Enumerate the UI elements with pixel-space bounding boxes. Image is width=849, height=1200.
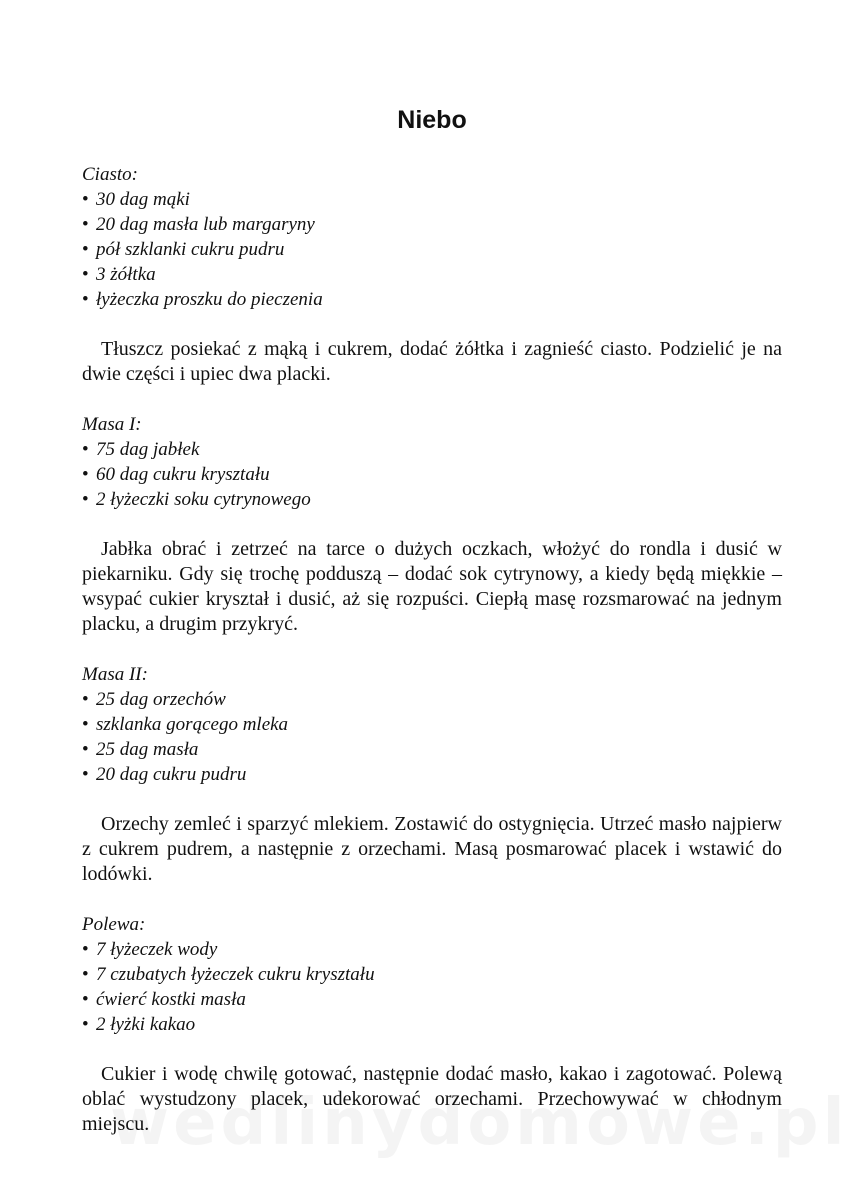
ingredient-item: • 25 dag masła: [82, 737, 782, 762]
ingredient-item: • 3 żółtka: [82, 262, 782, 287]
section-label-polewa: Polewa:: [82, 914, 146, 935]
ingredient-item: • 20 dag cukru pudru: [82, 762, 782, 787]
ingredient-item: • 2 łyżeczki soku cytrynowego: [82, 487, 782, 512]
recipe-title: Niebo: [397, 106, 467, 134]
section-masa-1: [82, 412, 782, 637]
recipe-page: [82, 100, 782, 1162]
ingredient-list-masa-2: [82, 687, 782, 787]
instructions-ciasto: Tłuszcz posiekać z mąką i cukrem, dodać żółtka i zagnieść ciasto. Podzielić je na dwie części i upiec dwa placki.: [82, 338, 782, 385]
ingredient-list-masa-1: [82, 437, 782, 512]
section-masa-2: [82, 662, 782, 887]
section-label-masa-2: Masa II:: [82, 664, 148, 685]
instructions-masa-1: Jabłka obrać i zetrzeć na tarce o dużych oczkach, włożyć do rondla i dusić w piekarniku. Gdy się trochę podduszą – dodać sok cytrynowy, a kiedy będą miękkie – wsypać cukier kryształ i dusić, aż się rozpuści. Ciepłą masę rozsmarować na jednym placku, a drugim przykryć.: [82, 538, 782, 635]
watermark: [110, 1086, 750, 1160]
instructions-polewa: Cukier i wodę chwilę gotować, następnie dodać masło, kakao i zagotować. Polewą oblać wystudzony placek, udekorować orzechami. Przechowywać w chłodnym miejscu.: [82, 1063, 782, 1135]
ingredient-item: • łyżeczka proszku do pieczenia: [82, 287, 782, 312]
ingredient-item: • 2 łyżki kakao: [82, 1012, 782, 1037]
instructions-masa-2: Orzechy zemleć i sparzyć mlekiem. Zostawić do ostygnięcia. Utrzeć masło najpierw z cukrem pudrem, a następnie z orzechami. Masą posmarować placek i wstawić do lodówki.: [82, 813, 782, 885]
ingredient-item: • 60 dag cukru kryształu: [82, 462, 782, 487]
ingredient-list-polewa: [82, 937, 782, 1037]
ingredient-item: • 20 dag masła lub margaryny: [82, 212, 782, 237]
ingredient-item: • 25 dag orzechów: [82, 687, 782, 712]
section-label-ciasto: Ciasto:: [82, 164, 138, 185]
ingredient-item: • 7 czubatych łyżeczek cukru kryształu: [82, 962, 782, 987]
ingredient-item: • pół szklanki cukru pudru: [82, 237, 782, 262]
ingredient-item: • ćwierć kostki masła: [82, 987, 782, 1012]
ingredient-item: • 30 dag mąki: [82, 187, 782, 212]
ingredient-item: • 7 łyżeczek wody: [82, 937, 782, 962]
ingredient-item: • 75 dag jabłek: [82, 437, 782, 462]
section-label-masa-1: Masa I:: [82, 414, 142, 435]
ingredient-item: • szklanka gorącego mleka: [82, 712, 782, 737]
section-ciasto: [82, 162, 782, 387]
ingredient-list-ciasto: [82, 187, 782, 312]
